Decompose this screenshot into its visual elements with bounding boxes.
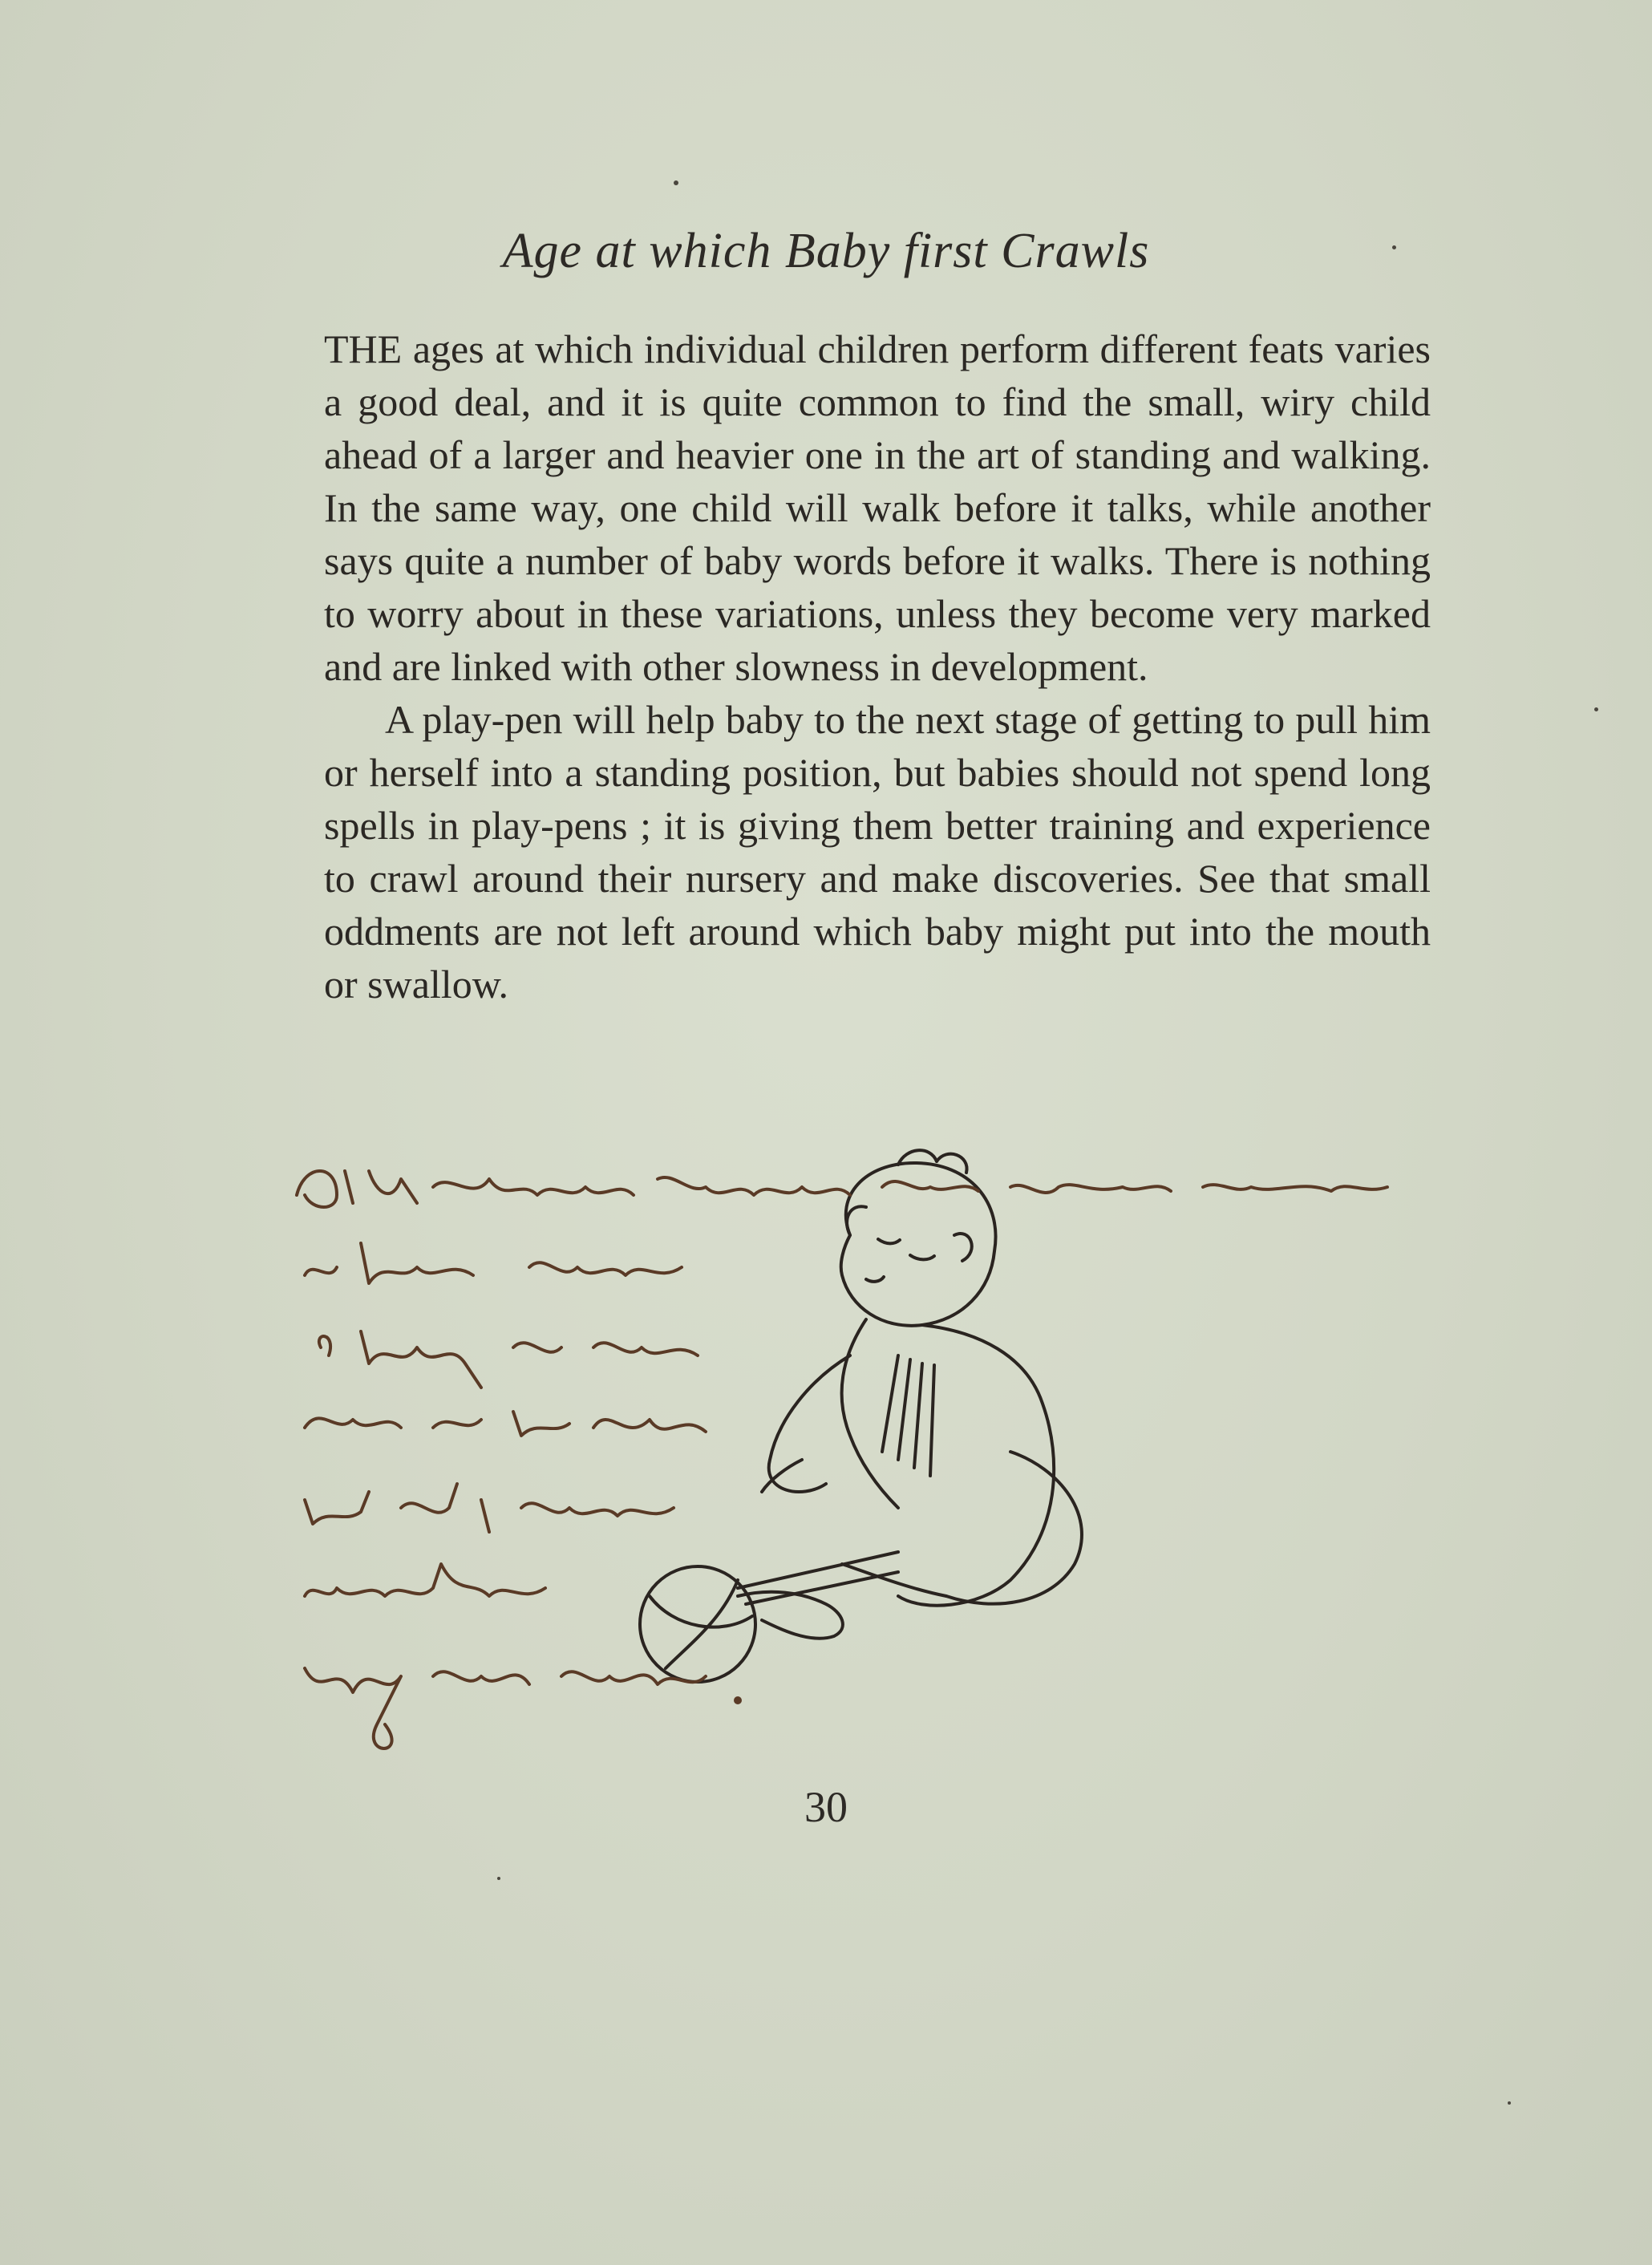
paper-speck (1594, 707, 1598, 711)
handwritten-note (289, 1147, 1652, 1789)
paragraph: THE ages at which individual children perform different feats varies a good deal, and it is quite common to find the small, wiry child ahead of a larger and heavier one in the art of standing and walking. In the same way, one child will walk before it talks, while another says quite a number of baby words before it walks. There is nothing to worry about in these variations, unless they become very marked and are linked with other slowness in development. (324, 326, 1431, 689)
paper-speck (674, 180, 678, 185)
paper-speck (1508, 2101, 1511, 2105)
page-title: Age at which Baby first Crawls (502, 224, 1150, 278)
page-number: 30 (804, 1783, 848, 1831)
paragraph: A play-pen will help baby to the next stage of getting to pull him or herself into a standing position, but babies should not spend long spells in play-pens ; it is giving them better training and experience to crawl around their nursery and make discoveries. See that small oddments are not left around which baby might put into the mouth or swallow. (324, 697, 1431, 1007)
body-text (324, 322, 1431, 1011)
paper-speck (1392, 245, 1396, 249)
paper-speck (497, 1877, 500, 1880)
